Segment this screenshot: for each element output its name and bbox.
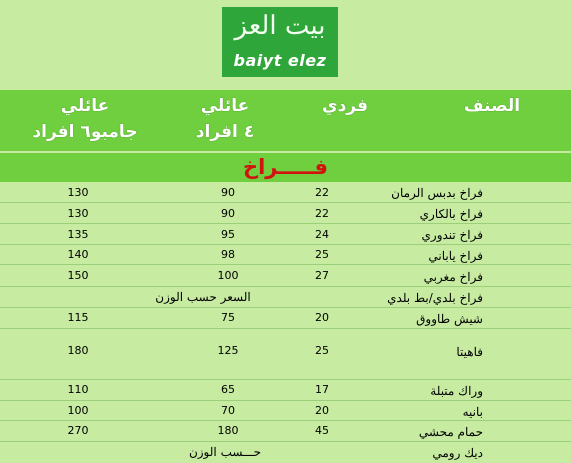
menu-row <box>0 287 571 308</box>
price-note: حـــسب الوزن <box>188 445 262 459</box>
menu-row <box>0 203 571 224</box>
menu-row <box>0 380 571 401</box>
price-family4: 90 <box>221 186 235 199</box>
item-name: وراك متبلة <box>430 384 483 398</box>
logo-arabic-text: بيت العز <box>234 11 326 41</box>
item-name: فاهيتا <box>456 345 483 359</box>
item-name: ديك رومي <box>432 446 483 460</box>
menu-row <box>0 442 571 463</box>
menu-row <box>0 401 571 421</box>
price-individual: 27 <box>315 269 329 282</box>
header-family6-line2: جامبو٦ افراد <box>32 122 138 142</box>
price-family4: 70 <box>221 404 235 417</box>
section-title: فـــــراخ <box>242 155 329 179</box>
header-individual: فردي <box>321 96 368 116</box>
item-name: فراخ بلدي/بط بلدي <box>387 291 483 305</box>
header-family6-line1: عائلي <box>60 96 110 116</box>
price-individual: 24 <box>315 228 329 241</box>
item-name: فراخ تندوري <box>421 228 483 242</box>
price-individual: 25 <box>315 248 329 261</box>
item-name: فراخ بالكاري <box>419 207 483 221</box>
menu-header <box>0 90 571 151</box>
price-family6: 130 <box>67 186 89 199</box>
price-individual: 20 <box>315 404 329 417</box>
price-family6: 135 <box>67 228 89 241</box>
price-individual: 45 <box>315 424 329 437</box>
header-family4-line1: عائلي <box>200 96 250 116</box>
price-family6: 100 <box>67 404 89 417</box>
item-name: حمام محشي <box>418 425 483 439</box>
price-family4: 65 <box>221 383 235 396</box>
header-family4-line2: ٤ افراد <box>195 122 255 142</box>
price-family4: 100 <box>217 269 239 282</box>
item-name: شيش طاووق <box>416 312 483 326</box>
price-individual: 22 <box>315 186 329 199</box>
price-individual: 22 <box>315 207 329 220</box>
price-note: السعر حسب الوزن <box>155 290 251 304</box>
item-name: فراخ مغربي <box>423 270 483 284</box>
price-family6: 110 <box>67 383 89 396</box>
price-individual: 20 <box>315 311 329 324</box>
price-family4: 98 <box>221 248 235 261</box>
price-family6: 140 <box>67 248 89 261</box>
menu-row <box>0 308 571 329</box>
item-name: فراخ ياباني <box>428 249 483 263</box>
price-individual: 17 <box>315 383 329 396</box>
item-name: بانيه <box>462 405 483 419</box>
menu-row <box>0 245 571 265</box>
item-name: فراخ بدبس الرمان <box>391 186 483 200</box>
price-family4: 95 <box>221 228 235 241</box>
menu-row <box>0 182 571 203</box>
price-family6: 130 <box>67 207 89 220</box>
price-family6: 115 <box>67 311 89 324</box>
header-category: الصنف <box>463 96 521 116</box>
price-individual: 25 <box>315 344 329 357</box>
price-family6: 270 <box>67 424 89 437</box>
price-family4: 90 <box>221 207 235 220</box>
logo-latin-text: baiyt elez <box>233 51 327 70</box>
price-family6: 150 <box>67 269 89 282</box>
menu-row <box>0 421 571 442</box>
section-header <box>0 153 571 182</box>
menu-row <box>0 224 571 245</box>
price-family4: 180 <box>217 424 239 437</box>
menu-row <box>0 265 571 287</box>
menu-row <box>0 329 571 380</box>
price-family4: 125 <box>217 344 239 357</box>
restaurant-logo <box>222 7 338 77</box>
price-family6: 180 <box>67 344 89 357</box>
price-family4: 75 <box>221 311 235 324</box>
